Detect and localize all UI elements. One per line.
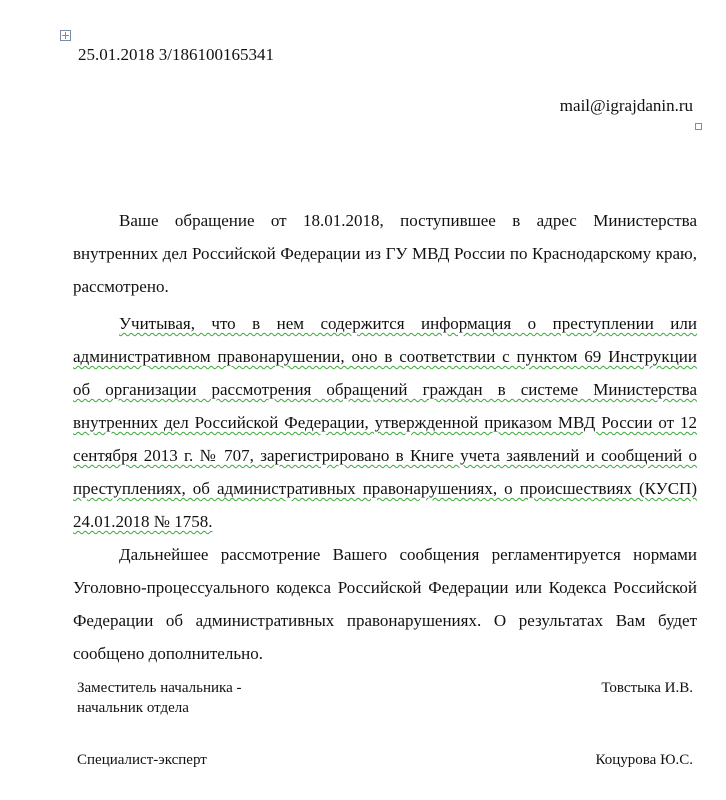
- signature-role: Заместитель начальника - начальник отдела: [77, 680, 242, 716]
- signature-name: Коцурова Ю.С.: [595, 752, 693, 768]
- signature-role: Специалист-эксперт: [77, 752, 207, 768]
- paragraph-1: Ваше обращение от 18.01.2018, поступившее в адрес Министерства внутренних дел Российской Федерации из ГУ МВД России по Краснодарскому краю, рассмотрено.: [73, 211, 697, 296]
- letter-body: [73, 204, 697, 670]
- signature-row-1: [77, 678, 693, 718]
- recipient-email: mail@igrajdanin.ru: [559, 96, 693, 115]
- paragraph-2: Учитывая, что в нем содержится информация о преступлении или административном правонарушении, оно в соответствии с пунктом 69 Инструкции об организации рассмотрения обращений граждан в системе Министерства внутренних дел Российской Федерации, утвержденной приказом МВД России от 12 сентября 2013 г. № 707, зарегистрировано в Книге учета заявлений и сообщений о преступлениях, об административных правонарушениях, о происшествиях (КУСП) 24.01.2018 № 1758.: [73, 314, 697, 531]
- move-handle-icon[interactable]: [60, 30, 71, 41]
- paragraph-3: Дальнейшее рассмотрение Вашего сообщения регламентируется нормами Уголовно-процессуального кодекса Российской Федерации или Кодекса Российской Федерации об административных правонарушениях. О результатах Вам будет сообщено дополнительно.: [73, 545, 697, 663]
- resize-handle-icon[interactable]: [695, 123, 702, 130]
- signature-row-2: [77, 750, 693, 770]
- signature-name: Товстыка И.В.: [601, 680, 693, 696]
- date-and-number: 25.01.2018 3/186100165341: [78, 45, 274, 64]
